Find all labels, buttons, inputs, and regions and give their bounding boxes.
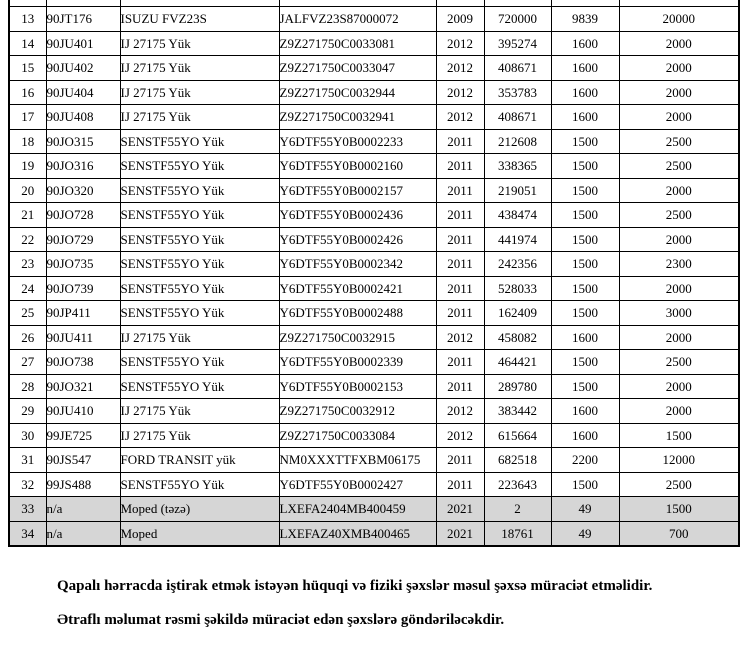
table-cell: 2500 xyxy=(619,203,739,228)
table-cell: SENSTF55YO Yük xyxy=(120,178,279,203)
table-cell: 2000 xyxy=(619,31,739,56)
table-cell: 682518 xyxy=(484,448,551,473)
table-cell: 1600 xyxy=(551,105,619,130)
table-cell: 33 xyxy=(9,497,46,522)
table-row xyxy=(9,276,739,301)
table-cell: 26 xyxy=(9,325,46,350)
table-cell: 28 xyxy=(9,374,46,399)
table-cell: NM0XXXTTFXBM06175 xyxy=(279,448,436,473)
table-cell: 464421 xyxy=(484,350,551,375)
table-cell: Z9Z271750C0032912 xyxy=(279,399,436,424)
table-cell: 2000 xyxy=(619,399,739,424)
table-cell: 2 xyxy=(484,497,551,522)
table-row xyxy=(9,105,739,130)
table-cell: Y6DTF55Y0B0002157 xyxy=(279,178,436,203)
table-cell: 438474 xyxy=(484,203,551,228)
table-row xyxy=(9,350,739,375)
table-cell: 2011 xyxy=(436,350,484,375)
table-cell: 34 xyxy=(9,521,46,546)
note-participation: Qapalı hərracda iştirak etmək istəyən hüquqi və fiziki şəxslər məsul şəxsə müraciət etməlidir. xyxy=(57,578,653,594)
table-cell: 27 xyxy=(9,350,46,375)
table-cell: 2011 xyxy=(436,472,484,497)
table-cell: SENSTF55YO Yük xyxy=(120,301,279,326)
table-cell: 223643 xyxy=(484,472,551,497)
table-cell: IJ 27175 Yük xyxy=(120,423,279,448)
table-cell: 1600 xyxy=(551,31,619,56)
table-cell: n/a xyxy=(46,497,120,522)
table-cell: 30 xyxy=(9,423,46,448)
table-row xyxy=(9,129,739,154)
table-row xyxy=(9,374,739,399)
table-cell: 289780 xyxy=(484,374,551,399)
table-cell: 14 xyxy=(9,31,46,56)
table-cell: FORD TRANSIT yük xyxy=(120,448,279,473)
table-cell: 2011 xyxy=(436,154,484,179)
table-cell: 90JO728 xyxy=(46,203,120,228)
table-cell: 353783 xyxy=(484,80,551,105)
table-row xyxy=(9,80,739,105)
table-cell: 395274 xyxy=(484,31,551,56)
note-information: Ətraflı məlumat rəsmi şəkildə müraciət edən şəxslərə göndəriləcəkdir. xyxy=(57,612,505,628)
table-cell: 24 xyxy=(9,276,46,301)
table-row xyxy=(9,154,739,179)
table-cell: 2012 xyxy=(436,56,484,81)
table-cell: Y6DTF55Y0B0002339 xyxy=(279,350,436,375)
table-cell: IJ 27175 Yük xyxy=(120,325,279,350)
table-cell: Z9Z271750C0033084 xyxy=(279,423,436,448)
table-cell: Z9Z271750C0033047 xyxy=(279,56,436,81)
table-cell: LXEFAZ40XMB400465 xyxy=(279,521,436,546)
table-cell: Y6DTF55Y0B0002488 xyxy=(279,301,436,326)
table-cell: 90JU404 xyxy=(46,80,120,105)
table-cell: Y6DTF55Y0B0002153 xyxy=(279,374,436,399)
table-cell: 90JU402 xyxy=(46,56,120,81)
table-cell: 212608 xyxy=(484,129,551,154)
table-cell: 2012 xyxy=(436,80,484,105)
table-cell: n/a xyxy=(46,521,120,546)
table-cell: 162409 xyxy=(484,301,551,326)
table-cell: 2000 xyxy=(619,105,739,130)
table-cell: 2012 xyxy=(436,105,484,130)
table-cell: 2000 xyxy=(619,374,739,399)
vehicle-table xyxy=(8,0,740,547)
table-cell: 90JU408 xyxy=(46,105,120,130)
table-cell: 90JS547 xyxy=(46,448,120,473)
table-cell: 99JE725 xyxy=(46,423,120,448)
table-cell: 2011 xyxy=(436,448,484,473)
table-cell: 1500 xyxy=(551,154,619,179)
table-cell: 31 xyxy=(9,448,46,473)
table-cell: 90JU411 xyxy=(46,325,120,350)
table-cell: 90JU410 xyxy=(46,399,120,424)
table-cell: 2021 xyxy=(436,497,484,522)
table-cell: 25 xyxy=(9,301,46,326)
table-cell: 15 xyxy=(9,56,46,81)
table-cell: IJ 27175 Yük xyxy=(120,399,279,424)
table-cell: Y6DTF55Y0B0002427 xyxy=(279,472,436,497)
table-cell: SENSTF55YO Yük xyxy=(120,350,279,375)
table-cell: 90JO321 xyxy=(46,374,120,399)
table-cell: 2011 xyxy=(436,301,484,326)
table-cell: LXEFA2404MB400459 xyxy=(279,497,436,522)
table-cell: 2500 xyxy=(619,350,739,375)
table-cell: 3000 xyxy=(619,301,739,326)
table-cell: Y6DTF55Y0B0002160 xyxy=(279,154,436,179)
table-row xyxy=(9,448,739,473)
table-cell: 2500 xyxy=(619,154,739,179)
table-cell: 2200 xyxy=(551,448,619,473)
table-cell: 90JP411 xyxy=(46,301,120,326)
table-cell: 2011 xyxy=(436,374,484,399)
table-cell: 9839 xyxy=(551,7,619,32)
table-row xyxy=(9,252,739,277)
table-cell: 19 xyxy=(9,154,46,179)
table-cell: Y6DTF55Y0B0002436 xyxy=(279,203,436,228)
table-cell: 2012 xyxy=(436,423,484,448)
table-row xyxy=(9,56,739,81)
table-cell: 23 xyxy=(9,252,46,277)
table-cell: 528033 xyxy=(484,276,551,301)
table-cell: 90JO316 xyxy=(46,154,120,179)
table-row xyxy=(9,325,739,350)
table-cell: SENSTF55YO Yük xyxy=(120,203,279,228)
table-row xyxy=(9,497,739,522)
table-cell: 90JT176 xyxy=(46,7,120,32)
table-cell: 458082 xyxy=(484,325,551,350)
table-cell: Z9Z271750C0032941 xyxy=(279,105,436,130)
table-cell: Z9Z271750C0033081 xyxy=(279,31,436,56)
table-cell: 99JS488 xyxy=(46,472,120,497)
table-cell: 2000 xyxy=(619,80,739,105)
table-cell: 408671 xyxy=(484,105,551,130)
table-cell: 2000 xyxy=(619,227,739,252)
table-cell: 2000 xyxy=(619,276,739,301)
table-cell: SENSTF55YO Yük xyxy=(120,252,279,277)
table-cell: 2012 xyxy=(436,325,484,350)
table-cell: 219051 xyxy=(484,178,551,203)
table-cell: 1600 xyxy=(551,399,619,424)
table-cell: SENSTF55YO Yük xyxy=(120,154,279,179)
table-cell: 90JO729 xyxy=(46,227,120,252)
footer-notes xyxy=(57,576,689,630)
table-cell: 2000 xyxy=(619,178,739,203)
table-cell: SENSTF55YO Yük xyxy=(120,374,279,399)
table-cell: 2011 xyxy=(436,203,484,228)
table-cell: SENSTF55YO Yük xyxy=(120,472,279,497)
table-cell: IJ 27175 Yük xyxy=(120,105,279,130)
table-cell: 13 xyxy=(9,7,46,32)
table-cell: 2021 xyxy=(436,521,484,546)
table-cell: 22 xyxy=(9,227,46,252)
table-cell: 20 xyxy=(9,178,46,203)
table-cell: 1500 xyxy=(551,203,619,228)
table-row xyxy=(9,521,739,546)
table-cell: Y6DTF55Y0B0002426 xyxy=(279,227,436,252)
table-cell: 20000 xyxy=(619,7,739,32)
table-cell: Y6DTF55Y0B0002421 xyxy=(279,276,436,301)
table-cell: Moped (təzə) xyxy=(120,497,279,522)
table-cell: 615664 xyxy=(484,423,551,448)
table-cell: 90JU401 xyxy=(46,31,120,56)
table-cell: 90JO738 xyxy=(46,350,120,375)
table-row xyxy=(9,399,739,424)
table-cell: 90JO739 xyxy=(46,276,120,301)
table-row xyxy=(9,227,739,252)
table-cell: 2009 xyxy=(436,7,484,32)
table-row xyxy=(9,423,739,448)
table-cell: 2300 xyxy=(619,252,739,277)
table-cell: 16 xyxy=(9,80,46,105)
table-cell: 441974 xyxy=(484,227,551,252)
table-cell: 1600 xyxy=(551,423,619,448)
table-cell: 2011 xyxy=(436,252,484,277)
table-cell: 29 xyxy=(9,399,46,424)
vehicle-table-body xyxy=(9,0,739,546)
table-cell: 1500 xyxy=(619,497,739,522)
table-cell: 1500 xyxy=(551,129,619,154)
table-cell: Moped xyxy=(120,521,279,546)
table-cell: 1500 xyxy=(619,423,739,448)
table-cell: IJ 27175 Yük xyxy=(120,80,279,105)
table-cell: 18 xyxy=(9,129,46,154)
table-cell: IJ 27175 Yük xyxy=(120,31,279,56)
table-row xyxy=(9,7,739,32)
vehicle-table-container xyxy=(8,0,740,547)
table-cell: 242356 xyxy=(484,252,551,277)
table-cell: JALFVZ23S87000072 xyxy=(279,7,436,32)
table-cell: 408671 xyxy=(484,56,551,81)
table-cell: 1500 xyxy=(551,472,619,497)
table-cell: Z9Z271750C0032915 xyxy=(279,325,436,350)
table-row xyxy=(9,203,739,228)
table-cell: 1500 xyxy=(551,301,619,326)
table-cell: SENSTF55YO Yük xyxy=(120,227,279,252)
table-cell: Y6DTF55Y0B0002233 xyxy=(279,129,436,154)
table-cell: ISUZU FVZ23S xyxy=(120,7,279,32)
table-row xyxy=(9,301,739,326)
table-cell: 2011 xyxy=(436,129,484,154)
table-cell: 2012 xyxy=(436,31,484,56)
table-cell: 90JO315 xyxy=(46,129,120,154)
table-cell: 1600 xyxy=(551,80,619,105)
table-cell: 2012 xyxy=(436,399,484,424)
table-cell: 32 xyxy=(9,472,46,497)
table-cell: 18761 xyxy=(484,521,551,546)
table-cell: 1500 xyxy=(551,350,619,375)
table-cell: IJ 27175 Yük xyxy=(120,56,279,81)
table-cell: 90JO735 xyxy=(46,252,120,277)
table-cell: 720000 xyxy=(484,7,551,32)
table-cell: 1500 xyxy=(551,374,619,399)
table-cell: 49 xyxy=(551,497,619,522)
table-cell: 2500 xyxy=(619,129,739,154)
table-cell: 1500 xyxy=(551,227,619,252)
table-cell: 2011 xyxy=(436,276,484,301)
table-cell: 2011 xyxy=(436,178,484,203)
table-cell: 338365 xyxy=(484,154,551,179)
table-cell: 1600 xyxy=(551,56,619,81)
table-row xyxy=(9,472,739,497)
table-cell: 1600 xyxy=(551,325,619,350)
table-cell: 1500 xyxy=(551,276,619,301)
table-cell: SENSTF55YO Yük xyxy=(120,129,279,154)
table-row xyxy=(9,31,739,56)
table-cell: 17 xyxy=(9,105,46,130)
table-cell: 90JO320 xyxy=(46,178,120,203)
table-cell: 21 xyxy=(9,203,46,228)
table-cell: 12000 xyxy=(619,448,739,473)
table-cell: 383442 xyxy=(484,399,551,424)
table-cell: 1500 xyxy=(551,178,619,203)
table-cell: 2011 xyxy=(436,227,484,252)
table-cell: Y6DTF55Y0B0002342 xyxy=(279,252,436,277)
table-row xyxy=(9,178,739,203)
table-cell: 49 xyxy=(551,521,619,546)
table-cell: 2000 xyxy=(619,56,739,81)
table-cell: 700 xyxy=(619,521,739,546)
table-cell: 2500 xyxy=(619,472,739,497)
table-cell: 1500 xyxy=(551,252,619,277)
table-cell: Z9Z271750C0032944 xyxy=(279,80,436,105)
table-cell: SENSTF55YO Yük xyxy=(120,276,279,301)
table-cell: 2000 xyxy=(619,325,739,350)
